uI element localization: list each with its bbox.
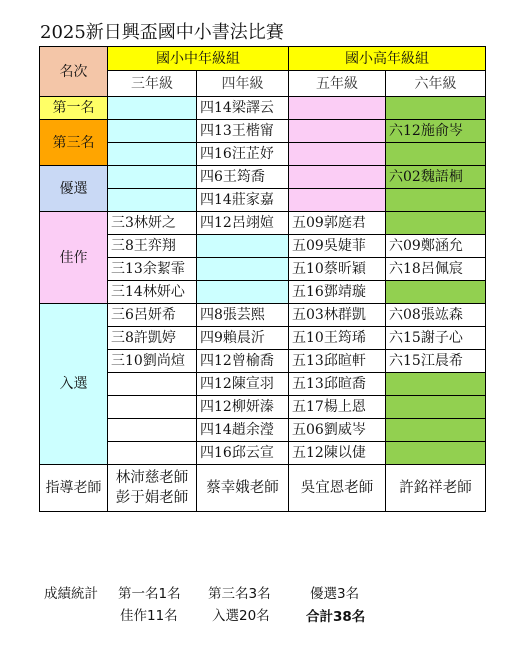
cell-g3: 三10劉尚煊 bbox=[108, 350, 197, 373]
stats-total: 合計38名 bbox=[306, 609, 366, 625]
group-header-high: 國小高年級組 bbox=[289, 47, 486, 71]
teacher-g6: 許銘祥老師 bbox=[386, 465, 486, 512]
table-row bbox=[40, 166, 486, 189]
cell-g6 bbox=[386, 442, 486, 465]
cell-g3: 三6呂妍希 bbox=[108, 304, 197, 327]
cell-g3 bbox=[108, 97, 197, 120]
cell-g4 bbox=[197, 281, 289, 304]
cell-g6: 六15江晨希 bbox=[386, 350, 486, 373]
teacher-g3-line2: 彭于娟老師 bbox=[115, 490, 189, 506]
cell-g6: 六15謝子心 bbox=[386, 327, 486, 350]
cell-g3 bbox=[108, 396, 197, 419]
teacher-g3-line1: 林沛慈老師 bbox=[115, 470, 189, 486]
cell-g3 bbox=[108, 143, 197, 166]
teacher-row bbox=[40, 465, 486, 512]
grade3-header: 三年級 bbox=[108, 71, 197, 97]
cell-g6: 六12施俞岑 bbox=[386, 120, 486, 143]
stats-selected: 入選20名 bbox=[212, 608, 270, 624]
cell-g3 bbox=[108, 419, 197, 442]
cell-g5: 五10王筠琋 bbox=[289, 327, 386, 350]
category-good: 佳作 bbox=[40, 212, 108, 304]
stats-merit: 優選3名 bbox=[310, 586, 360, 602]
cell-g6: 六02魏語桐 bbox=[386, 166, 486, 189]
cell-g5: 五17楊上恩 bbox=[289, 396, 386, 419]
stats-first: 第一名1名 bbox=[118, 586, 181, 602]
grade5-header: 五年級 bbox=[289, 71, 386, 97]
cell-g4: 四12呂翊媗 bbox=[197, 212, 289, 235]
cell-g3 bbox=[108, 442, 197, 465]
cell-g5 bbox=[289, 143, 386, 166]
stats-label: 成績統計 bbox=[44, 586, 98, 602]
cell-g4: 四9賴晨沂 bbox=[197, 327, 289, 350]
cell-g5: 五13邱暄喬 bbox=[289, 373, 386, 396]
cell-g4 bbox=[197, 258, 289, 281]
cell-g5 bbox=[289, 97, 386, 120]
cell-g6 bbox=[386, 373, 486, 396]
table-row bbox=[40, 212, 486, 235]
cell-g3: 三8許凱婷 bbox=[108, 327, 197, 350]
cell-g4: 四12曾榆喬 bbox=[197, 350, 289, 373]
cell-g3: 三3林妍之 bbox=[108, 212, 197, 235]
stats-good: 佳作11名 bbox=[120, 608, 178, 624]
cell-g6: 六18呂佩宸 bbox=[386, 258, 486, 281]
cell-g5: 五10蔡昕穎 bbox=[289, 258, 386, 281]
page-title: 2025新日興盃國中小書法比賽 bbox=[40, 22, 284, 43]
category-merit: 優選 bbox=[40, 166, 108, 212]
cell-g3: 三14林妍心 bbox=[108, 281, 197, 304]
cell-g5: 五16鄧靖璇 bbox=[289, 281, 386, 304]
group-header-mid: 國小中年級組 bbox=[108, 47, 289, 71]
cell-g6 bbox=[386, 396, 486, 419]
cell-g4: 四12柳妍溱 bbox=[197, 396, 289, 419]
cell-g6 bbox=[386, 281, 486, 304]
grade4-header: 四年級 bbox=[197, 71, 289, 97]
cell-g6 bbox=[386, 97, 486, 120]
cell-g5 bbox=[289, 166, 386, 189]
teacher-g3 bbox=[108, 465, 197, 512]
cell-g4: 四14趙余瀅 bbox=[197, 419, 289, 442]
cell-g3 bbox=[108, 189, 197, 212]
cell-g6 bbox=[386, 419, 486, 442]
cell-g3: 三8王弈翔 bbox=[108, 235, 197, 258]
cell-g5: 五09吳婕菲 bbox=[289, 235, 386, 258]
cell-g3 bbox=[108, 120, 197, 143]
cell-g5: 五12陳以倢 bbox=[289, 442, 386, 465]
table-row bbox=[40, 304, 486, 327]
results-table bbox=[39, 46, 486, 512]
cell-g6: 六08張竑森 bbox=[386, 304, 486, 327]
cell-g6 bbox=[386, 212, 486, 235]
cell-g4 bbox=[197, 235, 289, 258]
cell-g4: 四6王筠喬 bbox=[197, 166, 289, 189]
cell-g5 bbox=[289, 120, 386, 143]
cell-g3 bbox=[108, 166, 197, 189]
cell-g5: 五06劉威岑 bbox=[289, 419, 386, 442]
teacher-g4: 蔡幸娥老師 bbox=[197, 465, 289, 512]
cell-g3 bbox=[108, 373, 197, 396]
teacher-g5: 吳宜恩老師 bbox=[289, 465, 386, 512]
cell-g5 bbox=[289, 189, 386, 212]
cell-g5: 五09郭庭君 bbox=[289, 212, 386, 235]
grade6-header: 六年級 bbox=[386, 71, 486, 97]
cell-g4: 四14梁譯云 bbox=[197, 97, 289, 120]
cell-g6 bbox=[386, 189, 486, 212]
cell-g4: 四16邱云宣 bbox=[197, 442, 289, 465]
header-row-groups bbox=[40, 47, 486, 71]
cell-g6: 六09鄭涵允 bbox=[386, 235, 486, 258]
cell-g3: 三13余絜霏 bbox=[108, 258, 197, 281]
category-third: 第三名 bbox=[40, 120, 108, 166]
category-header: 名次 bbox=[40, 47, 108, 97]
category-teacher: 指導老師 bbox=[40, 465, 108, 512]
cell-g4: 四13王楷甯 bbox=[197, 120, 289, 143]
cell-g4: 四16汪芷妤 bbox=[197, 143, 289, 166]
cell-g4: 四12陳宣羽 bbox=[197, 373, 289, 396]
category-first: 第一名 bbox=[40, 97, 108, 120]
cell-g5: 五03林群凱 bbox=[289, 304, 386, 327]
stats-third: 第三名3名 bbox=[208, 586, 271, 602]
category-selected: 入選 bbox=[40, 304, 108, 465]
cell-g5: 五13邱暄軒 bbox=[289, 350, 386, 373]
table-row bbox=[40, 97, 486, 120]
cell-g4: 四8張芸熙 bbox=[197, 304, 289, 327]
table-row bbox=[40, 120, 486, 143]
cell-g6 bbox=[386, 143, 486, 166]
cell-g4: 四14莊家嘉 bbox=[197, 189, 289, 212]
